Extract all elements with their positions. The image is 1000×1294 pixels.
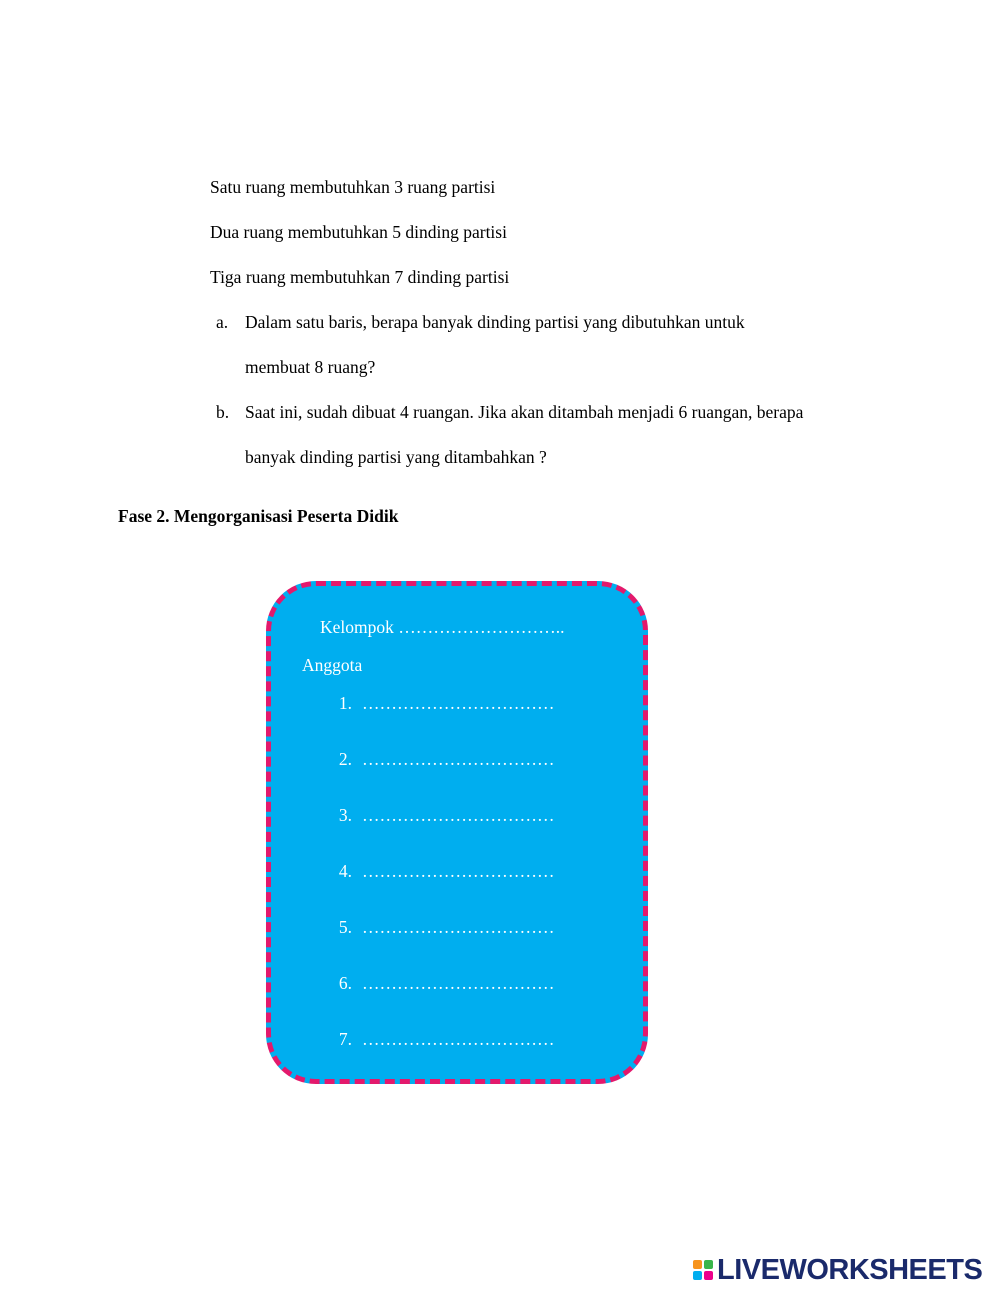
member-blank[interactable]: ……………………………: [362, 749, 555, 769]
member-row-4[interactable]: [271, 860, 611, 882]
liveworksheets-logo-icon: [693, 1260, 713, 1280]
member-number: 4.: [338, 861, 352, 881]
question-b-line-1: Saat ini, sudah dibuat 4 ruangan. Jika akan ditambah menjadi 6 ruangan, berapa: [245, 402, 804, 422]
member-blank[interactable]: ……………………………: [362, 805, 555, 825]
problem-line-1: Satu ruang membutuhkan 3 ruang partisi: [210, 177, 496, 197]
member-row-7[interactable]: [271, 1028, 611, 1050]
member-blank[interactable]: ……………………………: [362, 973, 555, 993]
member-number: 7.: [338, 1029, 352, 1049]
question-a-marker: a.: [216, 312, 229, 332]
kelompok-field[interactable]: Kelompok ………………………..: [320, 617, 565, 637]
member-row-1[interactable]: [271, 692, 611, 714]
member-blank[interactable]: ……………………………: [362, 693, 555, 713]
question-a-line-2: membuat 8 ruang?: [245, 357, 376, 377]
brand-name: LIVEWORKSHEETS: [717, 1253, 983, 1286]
question-a-line-1: Dalam satu baris, berapa banyak dinding partisi yang dibutuhkan untuk: [245, 312, 745, 332]
group-card: [266, 581, 648, 1084]
member-number: 2.: [338, 749, 352, 769]
member-row-6[interactable]: [271, 972, 611, 994]
anggota-label: Anggota: [302, 655, 363, 675]
problem-line-2: Dua ruang membutuhkan 5 dinding partisi: [210, 222, 507, 242]
question-b-marker: b.: [216, 402, 230, 422]
member-number: 3.: [338, 805, 352, 825]
member-row-3[interactable]: [271, 804, 611, 826]
member-row-5[interactable]: [271, 916, 611, 938]
liveworksheets-logo[interactable]: [693, 1253, 982, 1287]
member-blank[interactable]: ……………………………: [362, 1029, 555, 1049]
member-blank[interactable]: ……………………………: [362, 861, 555, 881]
section-heading: Fase 2. Mengorganisasi Peserta Didik: [118, 506, 399, 526]
member-number: 5.: [338, 917, 352, 937]
member-number: 6.: [338, 973, 352, 993]
question-b-line-2: banyak dinding partisi yang ditambahkan ?: [245, 447, 547, 467]
member-blank[interactable]: ……………………………: [362, 917, 555, 937]
member-row-2[interactable]: [271, 748, 611, 770]
problem-line-3: Tiga ruang membutuhkan 7 dinding partisi: [210, 267, 510, 287]
member-number: 1.: [338, 693, 352, 713]
